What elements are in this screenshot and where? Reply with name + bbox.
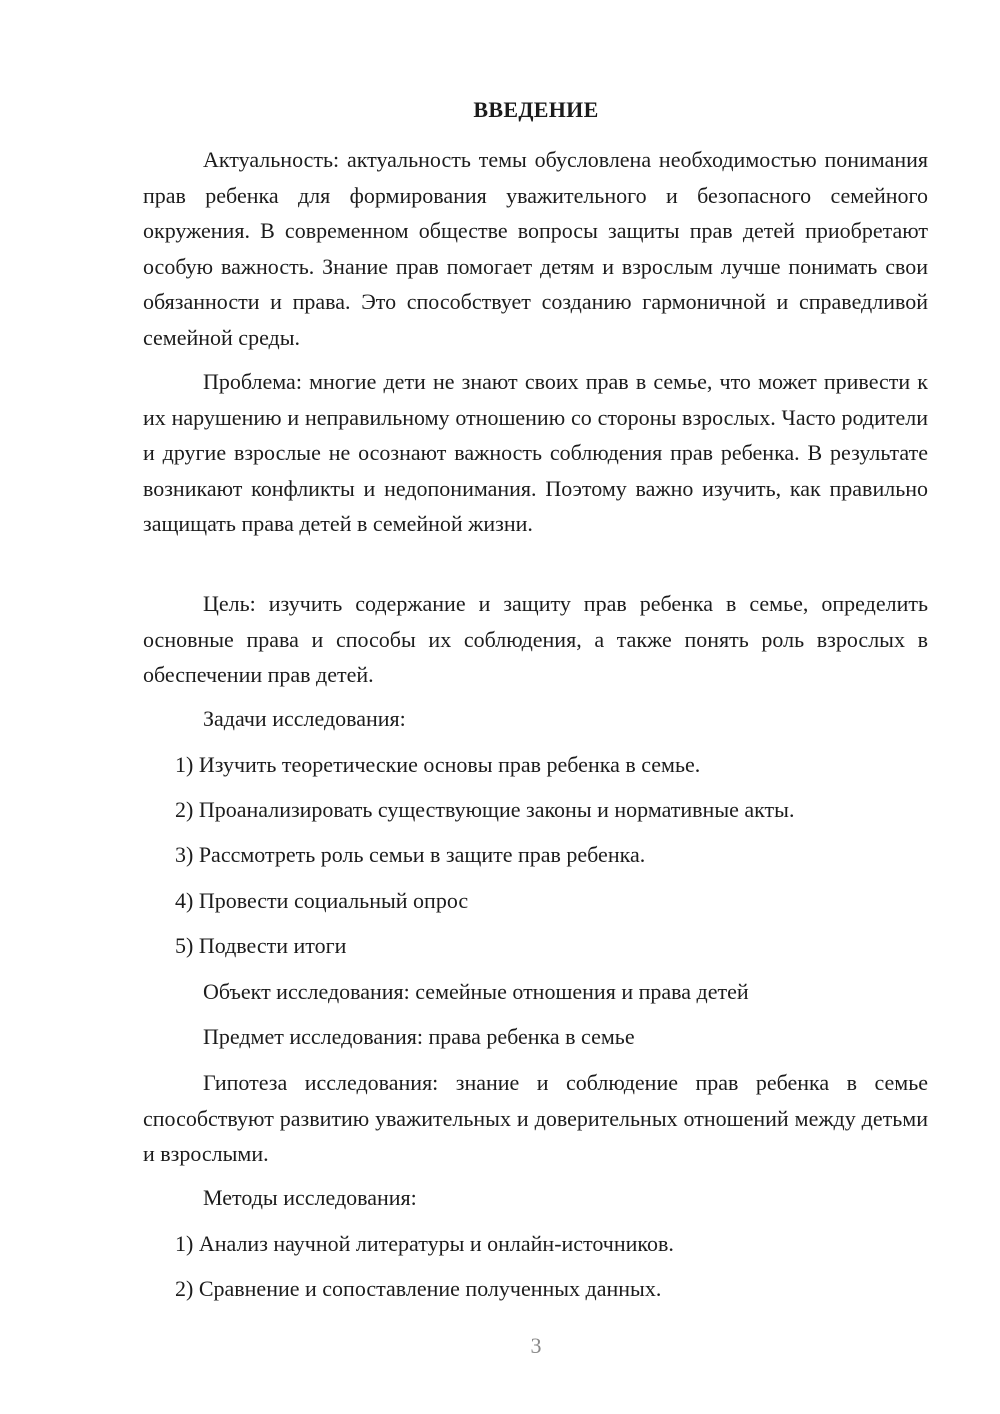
tasks-heading: Задачи исследования: — [203, 706, 406, 731]
goal-paragraph: Цель: изучить содержание и защиту прав ребенка в семье, определить основные права и способы их соблюдения, а также понять роль взрослых в обеспечении прав детей. — [143, 591, 928, 687]
page-number: 3 — [530, 1333, 542, 1358]
task-item: 4) Провести социальный опрос — [175, 888, 469, 913]
task-item: 2) Проанализировать существующие законы и нормативные акты. — [175, 797, 795, 822]
research-object: Объект исследования: семейные отношения и права детей — [203, 979, 749, 1004]
research-subject: Предмет исследования: права ребенка в семье — [203, 1024, 635, 1049]
method-item: 2) Сравнение и сопоставление полученных данных. — [175, 1276, 662, 1301]
problem-paragraph: Проблема: многие дети не знают своих прав в семье, что может привести к их нарушению и неправильному отношению со стороны взрослых. Часто родители и другие взрослые не осознают важность соблюдения прав ребенка. В результате возникают конфликты и недопонимания. Поэтому важно изучить, как правильно защищать права детей в семейной жизни. — [143, 369, 928, 536]
relevance-paragraph: Актуальность: актуальность темы обусловлена необходимостью понимания прав ребенка для формирования уважительного и безопасного семейного окружения. В современном обществе вопросы защиты прав детей приобретают особую важность. Знание прав помогает детям и взрослым лучше понимать свои обязанности и права. Это способствует созданию гармоничной и справедливой семейной среды. — [143, 147, 928, 350]
hypothesis-paragraph: Гипотеза исследования: знание и соблюдение прав ребенка в семье способствуют развитию уважительных и доверительных отношений между детьми и взрослыми. — [143, 1070, 928, 1166]
task-item: 3) Рассмотреть роль семьи в защите прав ребенка. — [175, 842, 646, 867]
task-item: 1) Изучить теоретические основы прав ребенка в семье. — [175, 752, 701, 777]
task-item: 5) Подвести итоги — [175, 933, 347, 958]
page-title: ВВЕДЕНИЕ — [473, 97, 599, 122]
methods-heading: Методы исследования: — [203, 1185, 417, 1210]
method-item: 1) Анализ научной литературы и онлайн-источников. — [175, 1231, 674, 1256]
